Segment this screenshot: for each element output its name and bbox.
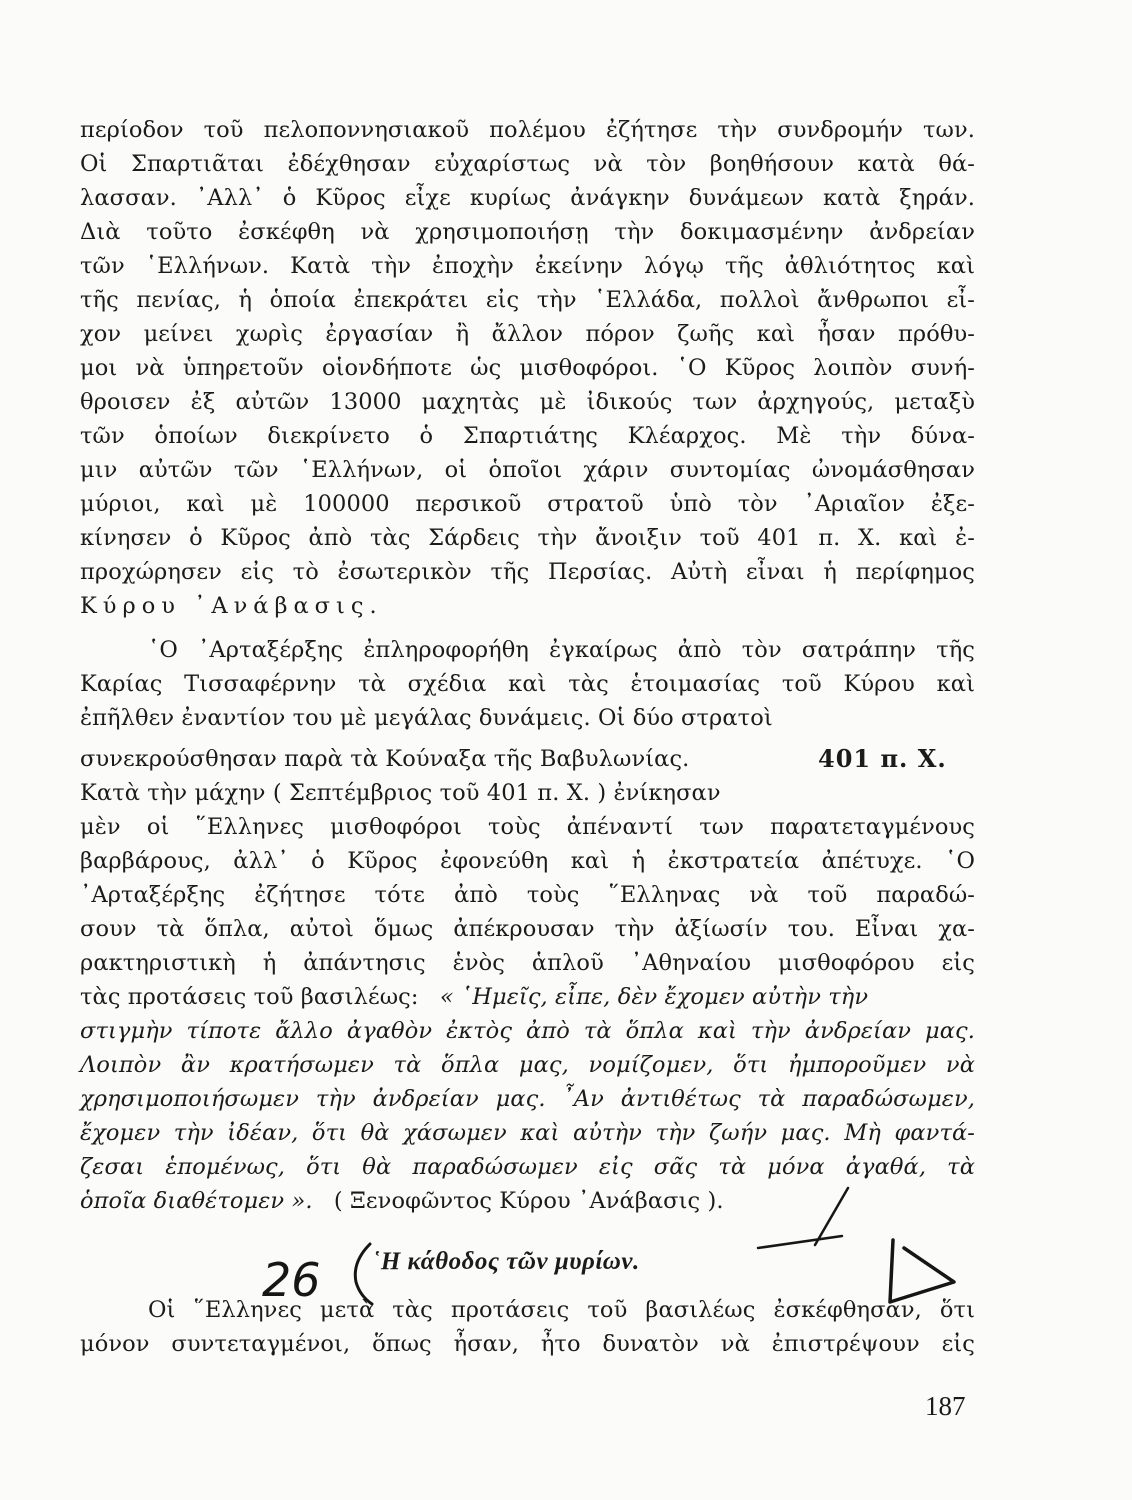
text-line: Διὰ τοῦτο ἐσκέφθη νὰ χρησιμοποιήσῃ τὴν δοκιμασμένην ἀνδρείαν <box>80 219 975 245</box>
page-number: 187 <box>925 1391 966 1421</box>
text-line <box>80 980 975 1014</box>
paragraph-first-line: Οἱ ῞Ελληνες μετὰ τὰς προτάσεις τοῦ βασιλέως ἐσκέφθησαν, ὅτι <box>148 1297 975 1323</box>
text-line: μὲν οἱ ῞Ελληνες μισθοφόροι τοὺς ἀπέναντί των παρατεταγμένους <box>80 814 975 840</box>
text-line: λασσαν. ᾿Αλλ᾿ ὁ Κῦρος εἶχε κυρίως ἀνάγκην δυνάμεων κατὰ ξηράν. <box>80 185 975 211</box>
text-line: τῆς πενίας, ἡ ὁποία ἐπεκράτει εἰς τὴν ῾Ελλάδα, πολλοὶ ἄνθρωποι εἶ- <box>80 287 975 313</box>
quote-lead: τὰς προτάσεις τοῦ βασιλέως: <box>80 984 419 1010</box>
text-line: Καρίας Τισσαφέρνην τὰ σχέδια καὶ τὰς ἑτοιμασίας τοῦ Κύρου καὶ <box>80 671 975 697</box>
quote-end: ὁποῖα διαθέτομεν ». <box>80 1188 313 1214</box>
quote-line: Λοιπὸν ἂν κρατήσωμεν τὰ ὅπλα μας, νομίζομεν, ὅτι ἠμποροῦμεν νὰ <box>80 1052 975 1078</box>
text-line: μιν αὐτῶν τῶν ῾Ελλήνων, οἱ ὁποῖοι χάριν συντομίας ὠνομάσθησαν <box>80 457 975 483</box>
handwritten-section-number: 26 <box>262 1253 321 1307</box>
section-heading: ῾Η κάθοδος τῶν μυρίων. <box>372 1248 640 1275</box>
text-line <box>80 1184 975 1218</box>
quote-start: « ῾Ημεῖς, εἶπε, δὲν ἔχομεν αὐτὴν τὴν <box>439 984 869 1010</box>
quote-line: στιγμὴν τίποτε ἄλλο ἀγαθὸν ἐκτὸς ἀπὸ τὰ ὅπλα καὶ τὴν ἀνδρείαν μας. <box>80 1018 975 1044</box>
text-line: τῶν ῾Ελλήνων. Κατὰ τὴν ἐποχὴν ἐκείνην λόγῳ τῆς ἀθλιότητος καὶ <box>80 253 975 279</box>
text-line: τῶν ὁποίων διεκρίνετο ὁ Σπαρτιάτης Κλέαρχος. Μὲ τὴν δύνα- <box>80 423 975 449</box>
text-line: βαρβάρους, ἀλλ᾿ ὁ Κῦρος ἐφονεύθη καὶ ἡ ἐκστρατεία ἀπέτυχε. ῾Ο <box>80 848 975 874</box>
quote-line: ἔχομεν τὴν ἰδέαν, ὅτι θὰ χάσωμεν καὶ αὐτὴν τὴν ζωήν μας. Μὴ φαντά- <box>80 1120 975 1146</box>
text-line: Κατὰ τὴν μάχην ( Σεπτέμβριος τοῦ 401 π. Χ. ) ἐνίκησαν <box>80 780 721 806</box>
quote-line: χρησιμοποιήσωμεν τὴν ἀνδρείαν μας. ῏Αν ἀντιθέτως τὰ παραδώσωμεν, <box>80 1086 975 1112</box>
text-line: μόνον συντεταγμένοι, ὅπως ἦσαν, ἦτο δυνατὸν νὰ ἐπιστρέψουν εἰς <box>80 1331 975 1357</box>
text-line: Οἱ Σπαρτιᾶται ἐδέχθησαν εὐχαρίστως νὰ τὸν βοηθήσουν κατὰ θά- <box>80 151 975 177</box>
citation: ( Ξενοφῶντος Κύρου ᾿Ανάβασις ). <box>333 1188 724 1214</box>
text-line: σουν τὰ ὅπλα, αὐτοὶ ὅμως ἀπέκρουσαν τὴν ἀξίωσίν του. Εἶναι χα- <box>80 916 975 942</box>
pen-underline-mark <box>758 1236 842 1248</box>
text-line: μύριοι, καὶ μὲ 100000 περσικοῦ στρατοῦ ὑπὸ τὸν ᾿Αριαῖον ἐξε- <box>80 491 975 517</box>
text-line: κίνησεν ὁ Κῦρος ἀπὸ τὰς Σάρδεις τὴν ἄνοιξιν τοῦ 401 π. Χ. καὶ ἐ- <box>80 525 975 551</box>
text-line: Κύρου ᾿Ανάβασις. <box>80 593 383 619</box>
text-line: περίοδον τοῦ πελοποννησιακοῦ πολέμου ἐζήτησε τὴν συνδρομήν των. <box>80 117 975 143</box>
margin-date-note: 401 π. Χ. <box>818 744 947 773</box>
text-line: ᾿Αρταξέρξης ἐζήτησε τότε ἀπὸ τοὺς ῞Ελληνας νὰ τοῦ παραδώ- <box>80 882 975 908</box>
text-line: θροισεν ἐξ αὐτῶν 13000 μαχητὰς μὲ ἰδικούς των ἀρχηγούς, μεταξὺ <box>80 389 975 415</box>
text-line: μοι νὰ ὑπηρετοῦν οἱονδήποτε ὡς μισθοφόροι. ῾Ο Κῦρος λοιπὸν συνή- <box>80 355 975 381</box>
text-line: ἐπῆλθεν ἐναντίον του μὲ μεγάλας δυνάμεις. Οἱ δύο στρατοὶ <box>80 705 773 731</box>
text-line: προχώρησεν εἰς τὸ ἐσωτερικὸν τῆς Περσίας. Αὐτὴ εἶναι ἡ περίφημος <box>80 559 975 585</box>
text-line: συνεκρούσθησαν παρὰ τὰ Κούναξα τῆς Βαβυλωνίας. <box>80 746 690 772</box>
text-line: χον μείνει χωρὶς ἐργασίαν ἢ ἄλλον πόρον ζωῆς καὶ ἦσαν πρόθυ- <box>80 321 975 347</box>
quote-line: ζεσαι ἑπομένως, ὅτι θὰ παραδώσωμεν εἰς σᾶς τὰ μόνα ἀγαθά, τὰ <box>80 1154 975 1180</box>
paragraph-first-line: ῾Ο ᾿Αρταξέρξης ἐπληροφορήθη ἐγκαίρως ἀπὸ τὸν σατράπην τῆς <box>148 637 975 663</box>
text-line: ρακτηριστικὴ ἡ ἀπάντησις ἑνὸς ἁπλοῦ ᾿Αθηναίου μισθοφόρου εἰς <box>80 950 975 976</box>
